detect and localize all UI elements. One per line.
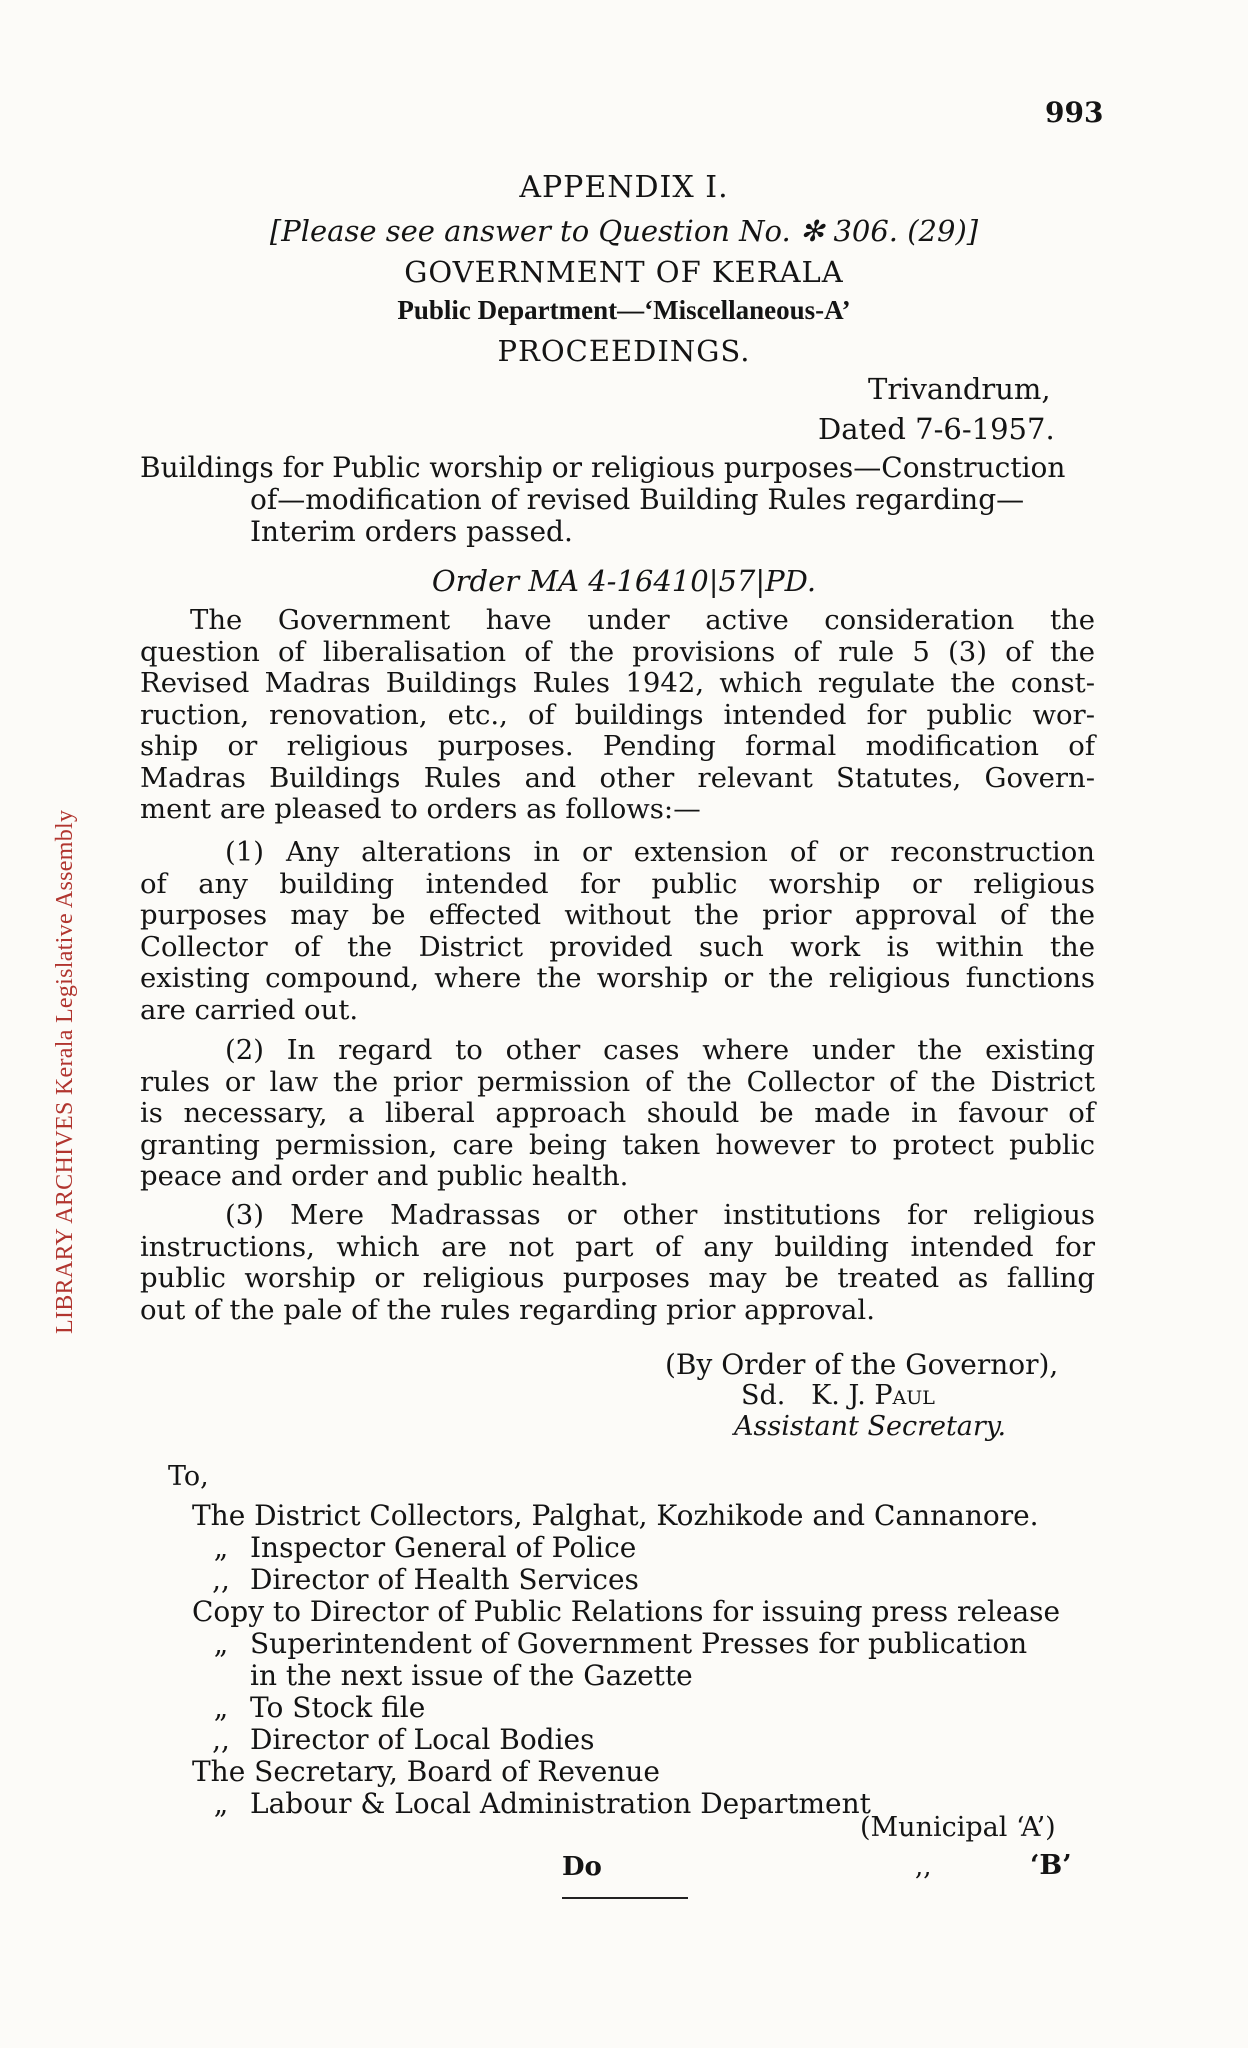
paragraph-line: rules or law the prior permission of the Collector of the District <box>140 1065 1095 1098</box>
closing-rule <box>562 1897 688 1899</box>
distribution-item: ,, Director of Health Services <box>212 1563 639 1596</box>
paragraph-line: are carried out. <box>140 993 359 1026</box>
question-reference: [Please see answer to Question No. ✻ 306. (29)] <box>269 214 979 248</box>
paragraph-line: existing compound, where the worship or the religious functions <box>140 962 1095 994</box>
distribution-list <box>192 1500 1060 1820</box>
paragraph-line: (2) In regard to other cases where under the existing <box>225 1034 1095 1066</box>
paragraph-line: ship or religious purposes. Pending formal modification of <box>140 730 1095 762</box>
subject-line: Buildings for Public worship or religious purposes—Construction <box>140 451 1066 484</box>
distribution-item: „ To Stock file <box>213 1691 426 1724</box>
paragraph-clause-2 <box>140 1035 1095 1193</box>
signatory-title: Assistant Secretary. <box>734 1411 1007 1442</box>
distribution-item: The District Collectors, Palghat, Kozhikode and Cannanore. <box>192 1499 1039 1532</box>
sd-prefix: Sd. <box>741 1380 786 1411</box>
distribution-item: „ Superintendent of Government Presses for publication <box>213 1627 1028 1660</box>
municipal-note: (Municipal ‘A’) <box>860 1812 1056 1843</box>
distribution-item: in the next issue of the Gazette <box>250 1659 693 1692</box>
subject <box>140 452 1095 548</box>
paragraph-line: out of the pale of the rules regarding prior approval. <box>140 1293 875 1326</box>
paragraph-line: ruction, renovation, etc., of buildings intended for public wor- <box>140 698 1095 731</box>
paragraph-intro <box>140 605 1095 826</box>
paragraph-line: public worship or religious purposes may be treated as falling <box>140 1262 1095 1294</box>
do-b-section: ‘B’ <box>1030 1850 1072 1881</box>
page-number: 993 <box>1045 96 1104 129</box>
government-heading: GOVERNMENT OF KERALA <box>404 255 844 289</box>
date: Dated 7-6-1957. <box>818 412 1055 446</box>
paragraph-line: Revised Madras Buildings Rules 1942, which regulate the const- <box>140 667 1095 699</box>
paragraph-line: peace and order and public health. <box>140 1160 629 1192</box>
signatory <box>741 1380 935 1411</box>
paragraph-clause-1 <box>140 837 1095 1026</box>
paragraph-line: (1) Any alterations in or extension of or reconstruction <box>225 836 1095 868</box>
paragraph-clause-3 <box>140 1200 1095 1326</box>
paragraph-line: (3) Mere Madrassas or other institutions for religious <box>225 1199 1095 1231</box>
paragraph-line: of any building intended for public worship or religious <box>140 867 1095 900</box>
paragraph-line: The Government have under active consideration the <box>190 604 1095 636</box>
paragraph-line: is necessary, a liberal approach should be made in favour of <box>140 1097 1095 1129</box>
archive-stamp: LIBRARY ARCHIVES Kerala Legislative Assembly <box>52 809 78 1334</box>
paragraph-line: Madras Buildings Rules and other relevant Statutes, Govern- <box>140 761 1095 794</box>
do-ditto-mark: ,, <box>915 1852 932 1882</box>
place: Trivandrum, <box>868 372 1051 406</box>
paragraph-line: ment are pleased to orders as follows:— <box>140 793 701 825</box>
signatory-name: K. J. Paul <box>811 1380 935 1411</box>
paragraph-line: question of liberalisation of the provisions of rule 5 (3) of the <box>140 635 1095 668</box>
paragraph-line: instructions, which are not part of any building intended for <box>140 1230 1095 1263</box>
do-label: Do <box>562 1852 602 1882</box>
appendix-heading: APPENDIX I. <box>519 170 729 205</box>
subject-line: Interim orders passed. <box>250 515 573 548</box>
paragraph-line: purposes may be effected without the prior approval of the <box>140 899 1095 931</box>
subject-line: of—modification of revised Building Rules regarding— <box>250 483 1025 516</box>
proceedings-heading: PROCEEDINGS. <box>497 334 751 368</box>
distribution-item: „ Labour & Local Administration Department <box>213 1787 871 1820</box>
paragraph-line: Collector of the District provided such work is within the <box>140 930 1095 963</box>
department-heading: Public Department—‘Miscellaneous-A’ <box>397 295 851 325</box>
distribution-item: Copy to Director of Public Relations for issuing press release <box>192 1595 1061 1628</box>
order-number: Order MA 4-16410|57|PD. <box>431 564 817 598</box>
distribution-item: The Secretary, Board of Revenue <box>192 1755 660 1788</box>
distribution-item: ,, Director of Local Bodies <box>212 1723 595 1756</box>
by-order-line: (By Order of the Governor), <box>665 1348 1059 1381</box>
distribution-item: „ Inspector General of Police <box>213 1531 637 1564</box>
paragraph-line: granting permission, care being taken however to protect public <box>140 1128 1095 1161</box>
to-label: To, <box>168 1461 209 1492</box>
